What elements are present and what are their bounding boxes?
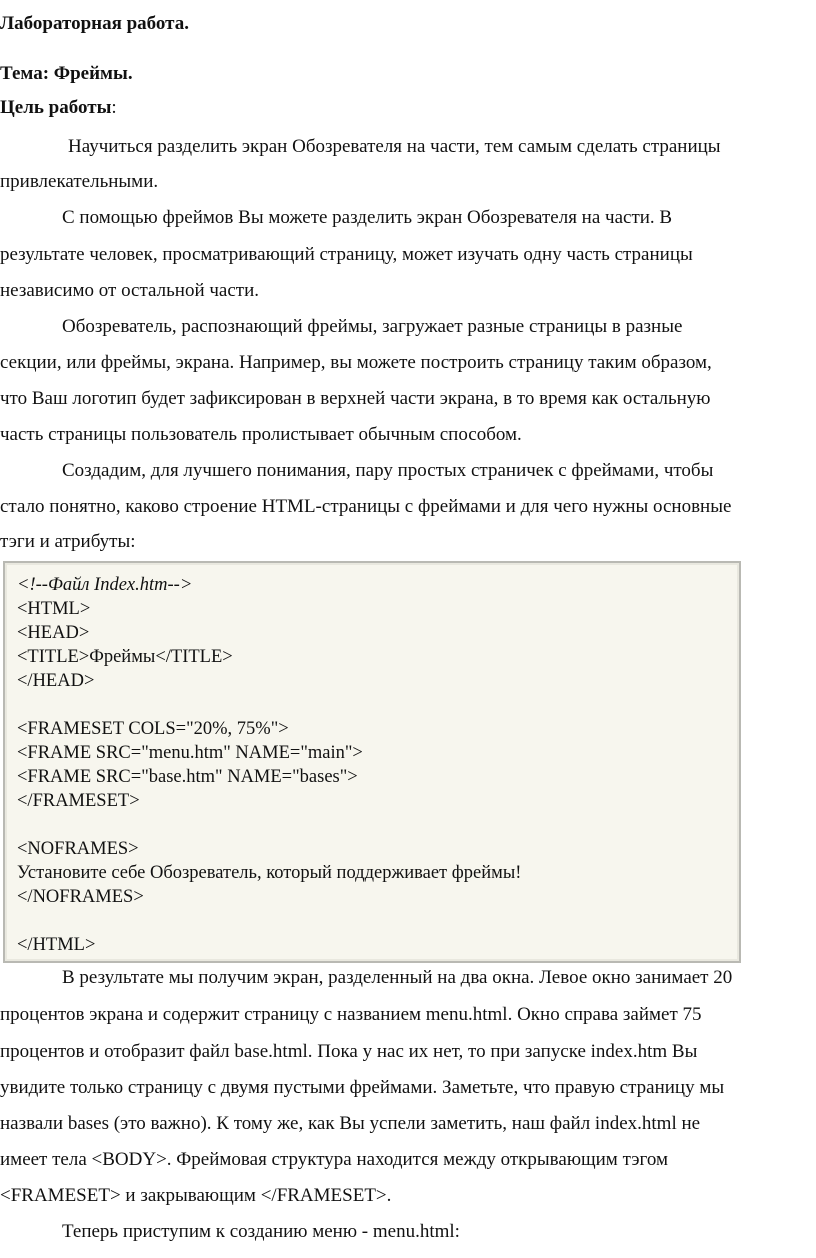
code-line: <TITLE>Фреймы</TITLE>: [17, 647, 233, 667]
document-title: Лабораторная работа.: [0, 13, 189, 34]
paragraph-line: <FRAMESET> и закрывающим </FRAMESET>.: [0, 1185, 392, 1206]
code-line: <HTML>: [17, 599, 91, 619]
code-comment: <!--Файл Index.htm-->: [17, 575, 193, 595]
topic-heading: Тема: Фреймы.: [0, 63, 133, 84]
paragraph-line: Создадим, для лучшего понимания, пару простых страничек с фреймами, чтобы: [62, 460, 714, 481]
paragraph-line: процентов экрана и содержит страницу с названием menu.html. Окно справа займет 75: [0, 1004, 702, 1025]
code-line: </HEAD>: [17, 671, 95, 691]
paragraph-line: Обозреватель, распознающий фреймы, загружает разные страницы в разные: [62, 316, 683, 337]
code-line: <HEAD>: [17, 623, 90, 643]
code-line: <FRAME SRC="base.htm" NAME="bases">: [17, 767, 358, 787]
goal-colon: :: [111, 97, 117, 118]
paragraph-line: часть страницы пользователь пролистывает обычным способом.: [0, 424, 522, 445]
code-listing-box: [3, 561, 741, 963]
paragraph-line: имеет тела <BODY>. Фреймовая структура находится между открывающим тэгом: [0, 1149, 668, 1170]
paragraph-line: стало понятно, каково строение HTML-страницы с фреймами и для чего нужны основные: [0, 496, 732, 517]
paragraph-line: назвали bases (это важно). К тому же, как Вы успели заметить, наш файл index.html не: [0, 1113, 701, 1134]
paragraph-line: процентов и отобразит файл base.html. Пока у нас их нет, то при запуске index.htm Вы: [0, 1041, 698, 1062]
code-line: </FRAMESET>: [17, 791, 140, 811]
goal-label: Цель работы: [0, 97, 112, 118]
paragraph-line: результате человек, просматривающий страницу, может изучать одну часть страницы: [0, 244, 693, 265]
goal-text-line-2: привлекательными.: [0, 171, 159, 192]
paragraph-line: увидите только страницу с двумя пустыми фреймами. Заметьте, что правую страницу мы: [0, 1077, 725, 1098]
code-line: <FRAMESET COLS="20%, 75%">: [17, 719, 289, 739]
paragraph-line: что Ваш логотип будет зафиксирован в верхней части экрана, в то время как остальную: [0, 388, 711, 409]
paragraph-line: независимо от остальной части.: [0, 280, 260, 301]
paragraph-line: секции, или фреймы, экрана. Например, вы можете построить страницу таким образом,: [0, 352, 712, 373]
code-line: Установите себе Обозреватель, который поддерживает фреймы!: [17, 863, 522, 883]
paragraph-line: Теперь приступим к созданию меню - menu.html:: [62, 1221, 460, 1242]
goal-text-line-1: Научиться разделить экран Обозревателя на части, тем самым сделать страницы: [68, 136, 721, 157]
paragraph-line: тэги и атрибуты:: [0, 531, 136, 552]
code-line: </NOFRAMES>: [17, 887, 144, 907]
paragraph-line: С помощью фреймов Вы можете разделить экран Обозревателя на части. В: [62, 207, 673, 228]
goal-heading: [0, 96, 117, 120]
code-line: <NOFRAMES>: [17, 839, 139, 859]
paragraph-line: В результате мы получим экран, разделенный на два окна. Левое окно занимает 20: [62, 967, 733, 988]
code-line: <FRAME SRC="menu.htm" NAME="main">: [17, 743, 363, 763]
code-line: </HTML>: [17, 935, 96, 955]
